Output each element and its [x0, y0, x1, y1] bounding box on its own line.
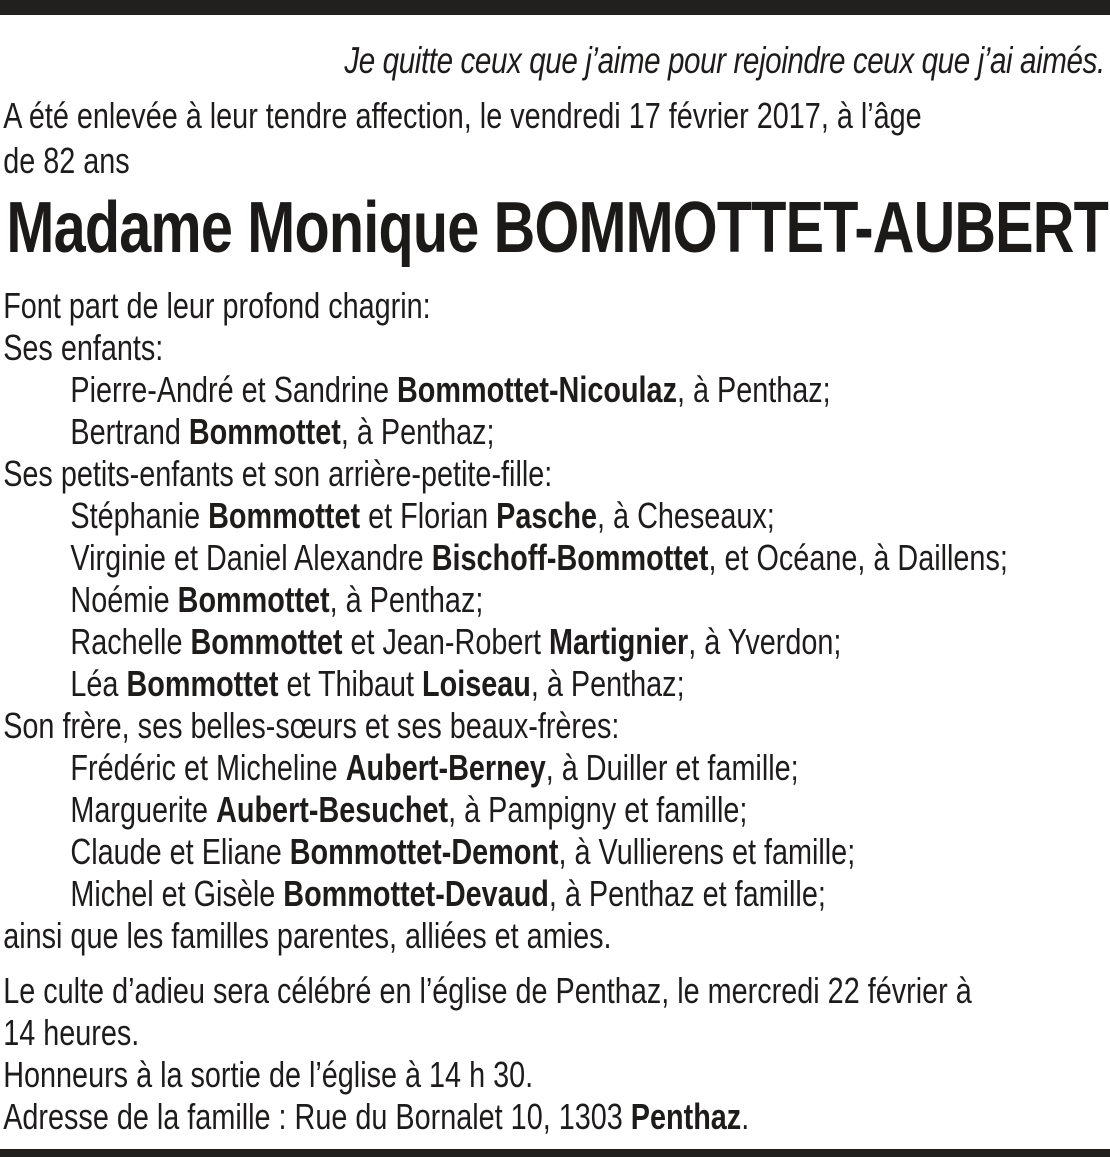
family-section-header: Ses petits-enfants et son arrière-petite-fille: — [3, 453, 553, 494]
surname-bold-text: Bommottet-Devaud — [283, 873, 549, 914]
ceremony-line-1: Le culte d’adieu sera célébré en l’église de Penthaz, le mercredi 22 février à — [3, 970, 972, 1011]
member-text: , à Penthaz et famille; — [548, 873, 826, 914]
ceremony-line-3: Honneurs à la sortie de l’église à 14 h 30. — [3, 1054, 534, 1095]
bottom-rule — [0, 1149, 1110, 1157]
intro-line-2: de 82 ans — [3, 140, 130, 181]
member-text: Frédéric et Micheline — [70, 747, 346, 788]
member-text: Rachelle — [70, 621, 191, 662]
surname-bold-text: Penthaz — [630, 1096, 742, 1137]
family-member-line — [3, 621, 1110, 663]
member-text: Adresse de la famille : Rue du Bornalet 10, 1303 — [3, 1096, 631, 1137]
family-member-line — [3, 663, 1110, 705]
member-text: , à Penthaz; — [530, 663, 685, 704]
member-text: , à Penthaz; — [329, 579, 484, 620]
surname-bold-text: Bommottet — [177, 579, 330, 620]
surname-bold-text: Aubert-Berney — [345, 747, 546, 788]
surname-bold-text: Bommottet-Nicoulaz — [396, 369, 677, 410]
member-text: Stéphanie — [70, 495, 209, 536]
surname-bold-text: Bommottet-Demont — [289, 831, 559, 872]
member-text: , à Cheseaux; — [597, 495, 775, 536]
ceremony-line-2: 14 heures. — [3, 1012, 140, 1053]
member-text: , à Penthaz; — [340, 411, 495, 452]
intro-paragraph — [3, 93, 1110, 183]
surname-bold-text: Bommottet — [208, 495, 361, 536]
family-member-line — [3, 873, 1110, 915]
top-rule — [0, 0, 1110, 15]
family-list — [3, 285, 1110, 957]
member-text: , à Vullierens et famille; — [558, 831, 856, 872]
member-text: Virginie et Daniel Alexandre — [70, 537, 432, 578]
surname-bold-text: Loiseau — [422, 663, 531, 704]
member-text: Marguerite — [70, 789, 217, 830]
member-text: Claude et Eliane — [70, 831, 290, 872]
member-text: . — [741, 1096, 750, 1137]
family-member-line — [3, 747, 1110, 789]
closing-line: ainsi que les familles parentes, alliées et amies. — [3, 915, 612, 956]
member-text: et Jean-Robert — [342, 621, 549, 662]
family-address-line — [3, 1096, 1110, 1138]
ceremony-paragraph — [3, 970, 1110, 1138]
family-member-line — [3, 789, 1110, 831]
surname-bold-text: Pasche — [496, 495, 598, 536]
surname-bold-text: Aubert-Besuchet — [216, 789, 449, 830]
member-text: et Florian — [360, 495, 497, 536]
announcement-line: Font part de leur profond chagrin: — [3, 285, 431, 326]
member-text: , à Yverdon; — [688, 621, 842, 662]
death-notice — [0, 15, 1110, 1138]
member-text: , et Océane, à Daillens; — [708, 537, 1008, 578]
family-sections — [3, 327, 1110, 915]
family-section-header: Son frère, ses belles-sœurs et ses beaux-frères: — [3, 705, 620, 746]
surname-bold-text: Bischoff-Bommottet — [431, 537, 709, 578]
family-member-line — [3, 831, 1110, 873]
surname-bold-text: Bommottet — [126, 663, 279, 704]
family-member-line — [3, 537, 1110, 579]
member-text: Noémie — [70, 579, 178, 620]
deceased-name-headline: Madame Monique BOMMOTTET-AUBERT — [6, 188, 1108, 268]
surname-bold-text: Bommottet — [188, 411, 341, 452]
surname-bold-text: Martignier — [548, 621, 689, 662]
member-text: Léa — [70, 663, 127, 704]
member-text: et Thibaut — [278, 663, 423, 704]
family-member-line — [3, 495, 1110, 537]
member-text: Pierre-André et Sandrine — [70, 369, 397, 410]
surname-bold-text: Bommottet — [190, 621, 343, 662]
member-text: Michel et Gisèle — [70, 873, 284, 914]
family-section-header: Ses enfants: — [3, 327, 164, 368]
member-text: , à Duiller et famille; — [545, 747, 799, 788]
intro-line-1: A été enlevée à leur tendre affection, le vendredi 17 février 2017, à l’âge — [3, 95, 922, 136]
family-member-line — [3, 411, 1110, 453]
epigraph-quote: Je quitte ceux que j’aime pour rejoindre ceux que j’ai aimés. — [344, 40, 1105, 81]
member-text: Bertrand — [70, 411, 189, 452]
member-text: , à Pampigny et famille; — [448, 789, 748, 830]
family-member-line — [3, 579, 1110, 621]
member-text: , à Penthaz; — [676, 369, 831, 410]
family-member-line — [3, 369, 1110, 411]
